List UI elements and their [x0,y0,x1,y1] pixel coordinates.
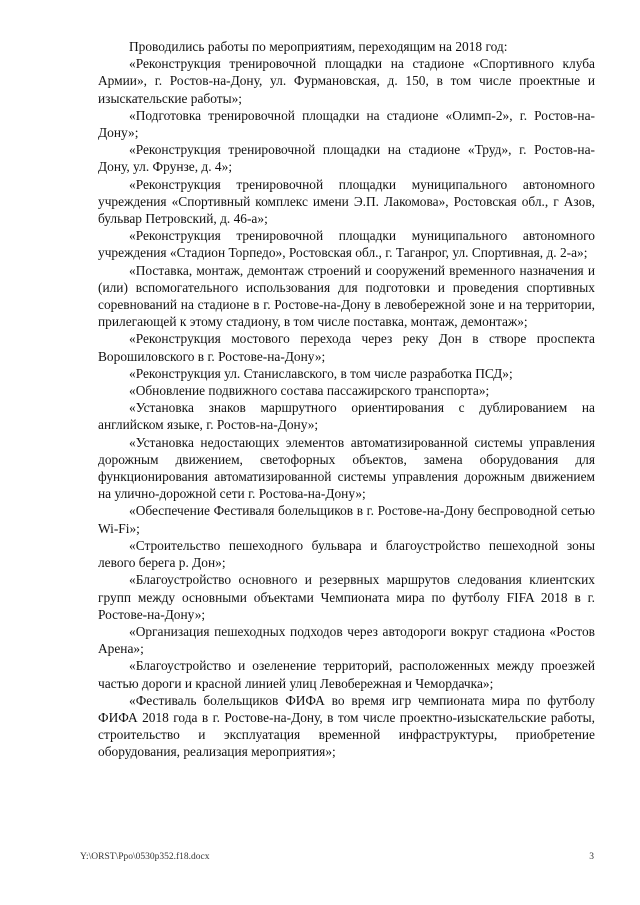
intro-paragraph: Проводились работы по мероприятиям, переходящим на 2018 год: [129,39,508,54]
list-item: «Организация пешеходных подходов через автодороги вокруг стадиона «Ростов Арена»; [98,623,595,657]
list-item: «Реконструкция ул. Станиславского, в том числе разработка ПСД»; [129,365,513,381]
list-item: «Реконструкция мостового перехода через реку Дон в створе проспекта Ворошиловского в г. Ростове-на-Дону»; [98,331,595,364]
list-item: «Благоустройство основного и резервных маршрутов следования клиентских групп между основными объектами Чемпионата мира по футболу FIFA 2018 в г. Ростове-на-Дону»; [98,572,595,622]
document-body [98,38,595,761]
list-item: «Поставка, монтаж, демонтаж строений и сооружений временного назначения и (или) вспомогательного использования для подготовки и проведения спортивных соревнований на стадионе в г. Ростове-на-Дону в левобережной зоне и на территории, прилегающей к этому стадиону, в том числе поставка, монтаж, демонтаж»; [98,262,595,330]
list-item: «Строительство пешеходного бульвара и благоустройство пешеходной зоны левого берега р. Дон»; [98,537,595,571]
list-item: «Реконструкция тренировочной площадки муниципального автономного учреждения «Спортивный комплекс имени Э.П. Лакомова», Ростовская обл., г Азов, бульвар Петровский, д. 46-а»; [98,176,595,227]
list-item: «Реконструкция тренировочной площадки на стадионе «Труд», г. Ростов-на-Дону, ул. Фрунзе, д. 4»; [98,142,595,175]
footer-file-path: Y:\ORST\Ppo\0530p352.f18.docx [80,852,210,862]
list-item: «Установка недостающих элементов автоматизированной системы управления дорожным движением, светофорных объектов, замена оборудования для функционирования автоматизированной системы управления дорожным движением на улично-дорожной сети г. Ростова-на-Дону»; [98,434,595,502]
list-item: «Реконструкция тренировочной площадки на стадионе «Спортивного клуба Армии», г. Ростов-на-Дону, ул. Фурмановская, д. 150, в том числе проектные и изыскательские работы»; [98,56,595,106]
list-item: «Фестиваль болельщиков ФИФА во время игр чемпионата мира по футболу ФИФА 2018 года в г. Ростове-на-Дону, в том числе проектно-изыскательские работы, строительство и эксплуатация временной инфраструктуры, приобретение оборудования, реализация мероприятия»; [98,692,595,760]
list-item: «Установка знаков маршрутного ориентирования с дублированием на английском языке, г. Ростов-на-Дону»; [98,400,595,433]
list-item: «Подготовка тренировочной площадки на стадионе «Олимп-2», г. Ростов-на-Дону»; [98,107,595,141]
page-number: 3 [589,852,594,862]
list-item: «Обеспечение Фестиваля болельщиков в г. Ростове-на-Дону беспроводной сетью Wi-Fi»; [98,503,595,536]
list-item: «Обновление подвижного состава пассажирского транспорта»; [129,383,490,399]
list-item: «Реконструкция тренировочной площадки муниципального автономного учреждения «Стадион Торпедо», Ростовская обл., г. Таганрог, ул. Спортивная, д. 2-а»; [98,228,595,261]
list-item: «Благоустройство и озеленение территорий, расположенных между проезжей частью дороги и красной линией улиц Левобережная и Чемордачка»; [98,658,595,691]
